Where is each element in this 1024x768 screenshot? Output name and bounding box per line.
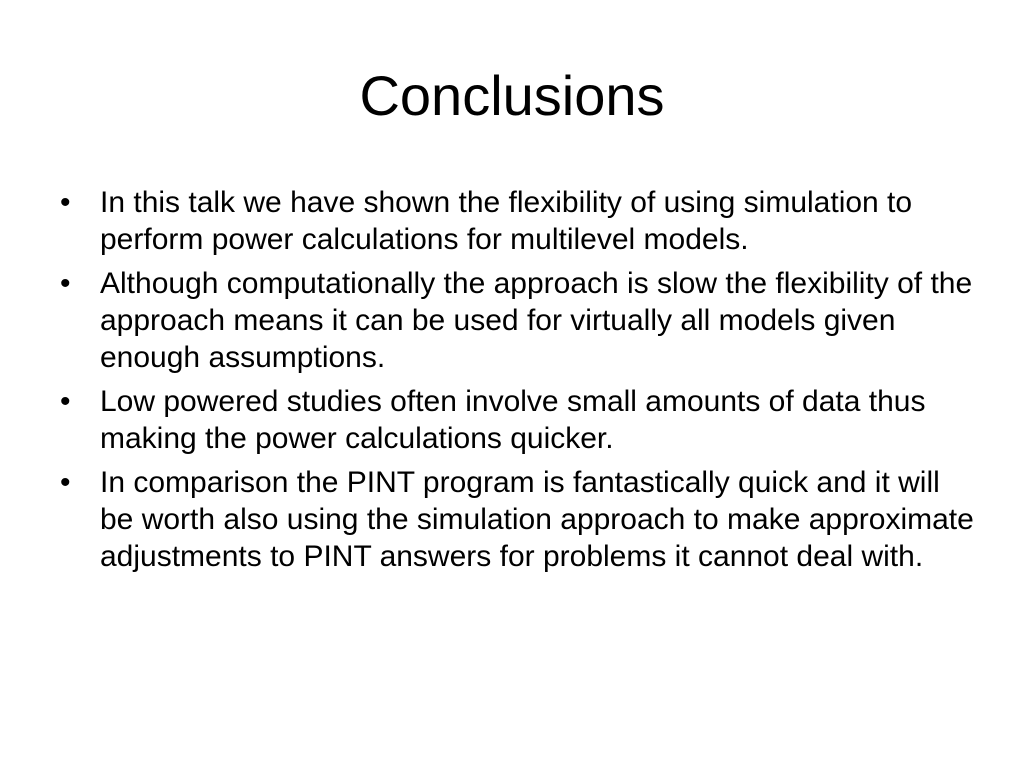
bullet-icon: • — [60, 385, 71, 418]
bullet-item — [58, 265, 978, 376]
bullet-item — [58, 464, 978, 575]
bullet-text: Although computationally the approach is slow the flexibility of the approach means it can be used for virtually all models given enough assumptions. — [100, 267, 973, 374]
bullet-icon: • — [60, 186, 71, 219]
bullet-item — [58, 184, 978, 258]
bullet-text: Low powered studies often involve small amounts of data thus making the power calculations quicker. — [100, 385, 926, 455]
slide-title: Conclusions — [359, 64, 665, 127]
bullet-list — [58, 184, 978, 582]
bullet-icon: • — [60, 267, 71, 300]
bullet-text: In comparison the PINT program is fantastically quick and it will be worth also using the simulation approach to make approximate adjustments to PINT answers for problems it cannot deal with. — [100, 466, 974, 573]
bullet-text: In this talk we have shown the flexibility of using simulation to perform power calculations for multilevel models. — [100, 186, 913, 256]
bullet-item — [58, 383, 978, 457]
bullet-icon: • — [60, 466, 71, 499]
